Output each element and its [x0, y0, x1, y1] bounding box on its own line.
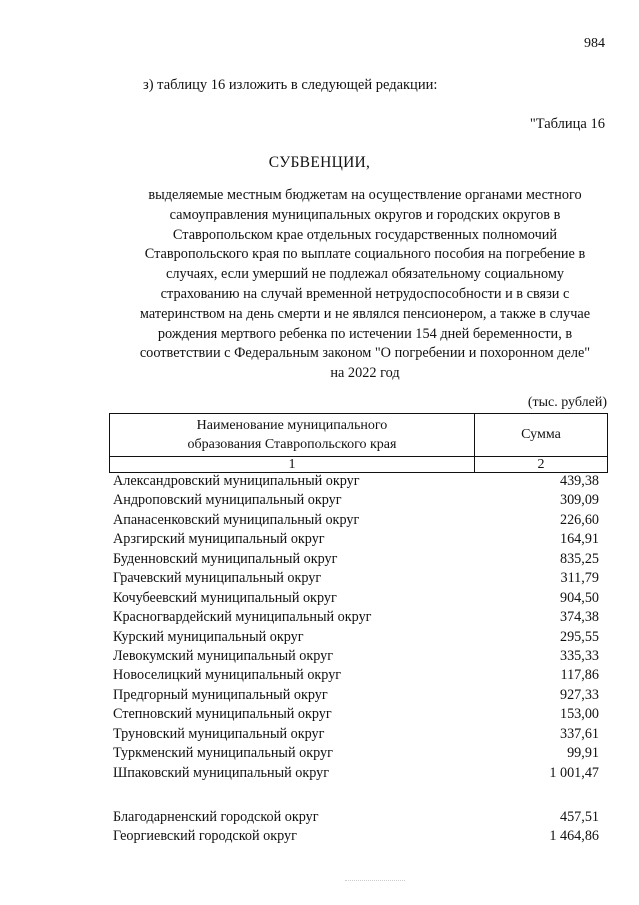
row-value: 927,33 — [559, 686, 599, 703]
row-value: 1 464,86 — [549, 828, 599, 845]
row-value: 226,60 — [559, 511, 599, 528]
subtitle-line: на 2022 год — [330, 365, 400, 382]
row-value: 164,91 — [559, 531, 599, 548]
table-row — [113, 550, 599, 569]
row-name: Туркменский муниципальный округ — [113, 745, 333, 762]
row-name: Кочубеевский муниципальный округ — [113, 589, 337, 606]
row-name: Шпаковский муниципальный округ — [113, 764, 330, 781]
row-name: Красногвардейский муниципальный округ — [113, 609, 372, 626]
row-value: 295,55 — [559, 628, 599, 645]
table-row — [113, 569, 599, 588]
row-name: Степновский муниципальный округ — [113, 706, 332, 723]
table-row — [113, 725, 599, 744]
row-name: Новоселицкий муниципальный округ — [113, 667, 342, 684]
column-header-sum: Сумма — [475, 414, 608, 457]
column-number-1: 1 — [110, 457, 475, 473]
table-row — [113, 666, 599, 685]
table-row — [113, 530, 599, 549]
table-row — [113, 647, 599, 666]
row-value: 835,25 — [559, 550, 599, 567]
subtitle-line: материнством на день смерти и не являлся пенсионером, а также в случае — [139, 305, 591, 322]
row-name: Андроповский муниципальный округ — [113, 492, 342, 509]
row-name: Грачевский муниципальный округ — [113, 570, 322, 587]
row-value: 309,09 — [559, 492, 599, 509]
row-value: 1 001,47 — [549, 764, 599, 781]
row-value: 335,33 — [559, 647, 599, 664]
table-row — [113, 511, 599, 530]
document-subtitle — [100, 186, 630, 384]
row-value: 153,00 — [559, 706, 599, 723]
table-row — [113, 589, 599, 608]
table-row — [113, 808, 599, 827]
row-value: 311,79 — [560, 570, 599, 587]
table-header — [109, 413, 608, 473]
table-row — [113, 705, 599, 724]
municipal-districts-list — [113, 472, 599, 783]
page-number: 984 — [584, 36, 605, 51]
row-value: 374,38 — [559, 609, 599, 626]
row-name: Труновский муниципальный округ — [113, 725, 325, 742]
amendment-instruction: з) таблицу 16 изложить в следующей редакции: — [143, 77, 438, 93]
table-row — [113, 608, 599, 627]
document-title: СУБВЕНЦИИ, — [268, 154, 371, 171]
city-districts-list — [113, 808, 599, 847]
column-header-name-line: образования Ставропольского края — [187, 437, 397, 452]
subtitle-line: Ставропольского края по выплате социального пособия на погребение в — [144, 246, 586, 263]
row-value: 457,51 — [559, 809, 599, 825]
subtitle-line: выделяемые местным бюджетам на осуществление органами местного — [148, 187, 582, 203]
row-name: Арзгирский муниципальный округ — [113, 531, 325, 548]
row-name: Александровский муниципальный округ — [113, 473, 360, 489]
column-number-2: 2 — [475, 457, 608, 473]
column-header-name-line: Наименование муниципального — [196, 418, 388, 433]
row-name: Буденновский муниципальный округ — [113, 550, 338, 567]
subtitle-line: самоуправления муниципальных округов и городских округов в — [169, 206, 561, 223]
row-name: Предгорный муниципальный округ — [113, 686, 328, 703]
table-row — [113, 764, 599, 783]
row-value: 337,61 — [559, 725, 599, 742]
subtitle-line: Ставропольском крае отдельных государственных полномочий — [172, 226, 558, 243]
row-value: 99,91 — [567, 745, 599, 762]
units-label: (тыс. рублей) — [527, 395, 607, 410]
footer-mark — [345, 880, 405, 883]
row-value: 439,38 — [559, 473, 599, 489]
subtitle-line: страхованию на случай временной нетрудоспособности и в связи с — [160, 285, 570, 302]
table-row — [113, 686, 599, 705]
table-row — [113, 827, 599, 846]
subtitle-line: рождения мертвого ребенка по истечении 154 дней беременности, в — [157, 325, 573, 342]
row-name: Курский муниципальный округ — [113, 628, 304, 645]
row-value: 117,86 — [560, 667, 599, 684]
row-name: Левокумский муниципальный округ — [113, 647, 334, 664]
table-row — [113, 744, 599, 763]
subtitle-line: случаях, если умерший не подлежал обязательному социальному — [165, 266, 565, 283]
column-header-name — [110, 414, 475, 457]
table-reference: "Таблица 16 — [529, 116, 605, 132]
row-name: Апанасенковский муниципальный округ — [113, 511, 360, 528]
row-name: Благодарненский городской округ — [113, 809, 319, 825]
row-name: Георгиевский городской округ — [113, 828, 297, 845]
table-row — [113, 472, 599, 491]
subtitle-line: соответствии с Федеральным законом "О погребении и похоронном деле" — [139, 345, 591, 362]
table-row — [113, 628, 599, 647]
table-row — [113, 491, 599, 510]
row-value: 904,50 — [559, 589, 599, 606]
